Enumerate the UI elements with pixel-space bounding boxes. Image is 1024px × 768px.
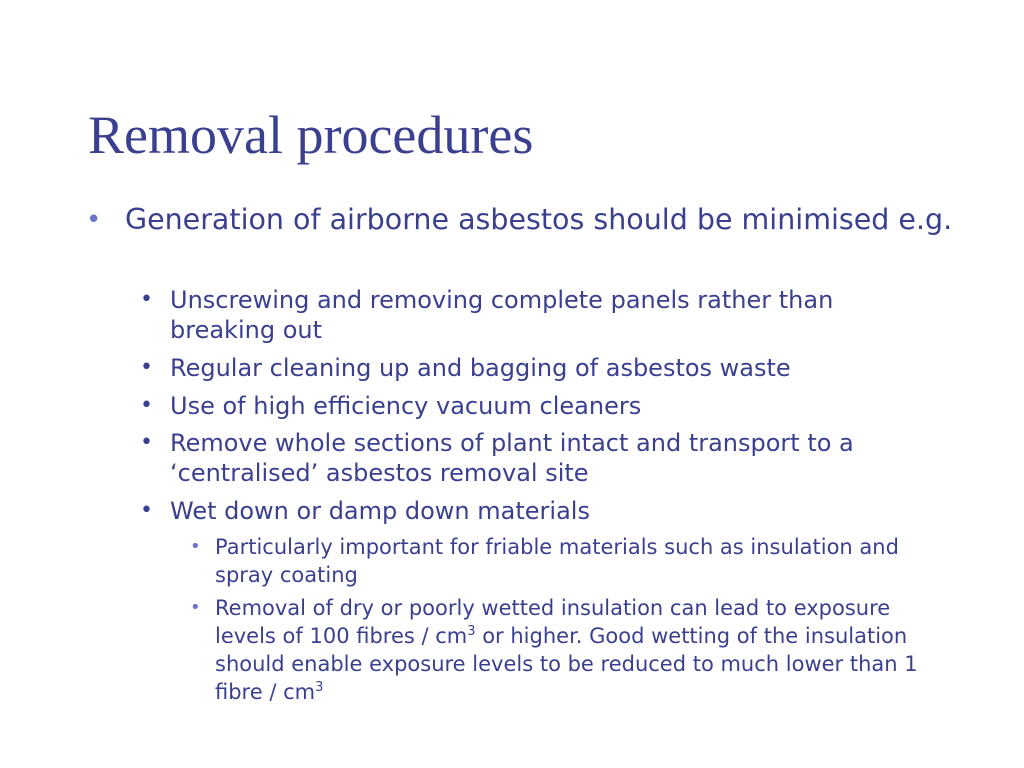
bullet-text: or higher. Good wetting of the insulation should enable exposure levels to be reduced to much lower than 1 fibre / cm xyxy=(215,624,918,704)
bullet-marker: • xyxy=(140,498,153,523)
superscript: 3 xyxy=(467,623,476,639)
bullet-marker: • xyxy=(140,430,153,455)
bullet-marker: • xyxy=(190,536,201,557)
bullet-level2: Unscrewing and removing complete panels rather than breaking out xyxy=(170,286,834,344)
bullet-level1: Generation of airborne asbestos should be minimised e.g. xyxy=(125,203,953,236)
bullet-marker: • xyxy=(190,597,201,618)
superscript: 3 xyxy=(315,679,324,695)
bullet-level3 xyxy=(215,594,935,706)
bullet-level2: Regular cleaning up and bagging of asbestos waste xyxy=(170,354,791,382)
slide-title: Removal procedures xyxy=(88,105,534,165)
bullet-text: Removal of dry or poorly wetted insulation can lead to exposure levels of 100 fibres / cm xyxy=(215,596,891,648)
bullet-level3: Particularly important for friable materials such as insulation and spray coating xyxy=(215,535,899,587)
bullet-level2: Remove whole sections of plant intact and transport to a ‘centralised’ asbestos removal site xyxy=(170,429,854,487)
bullet-level2: Wet down or damp down materials xyxy=(170,497,590,525)
bullet-marker: • xyxy=(140,393,153,418)
bullet-marker: • xyxy=(140,287,153,312)
bullet-level2: Use of high efficiency vacuum cleaners xyxy=(170,392,642,420)
bullet-marker: • xyxy=(86,205,102,235)
bullet-marker: • xyxy=(140,355,153,380)
